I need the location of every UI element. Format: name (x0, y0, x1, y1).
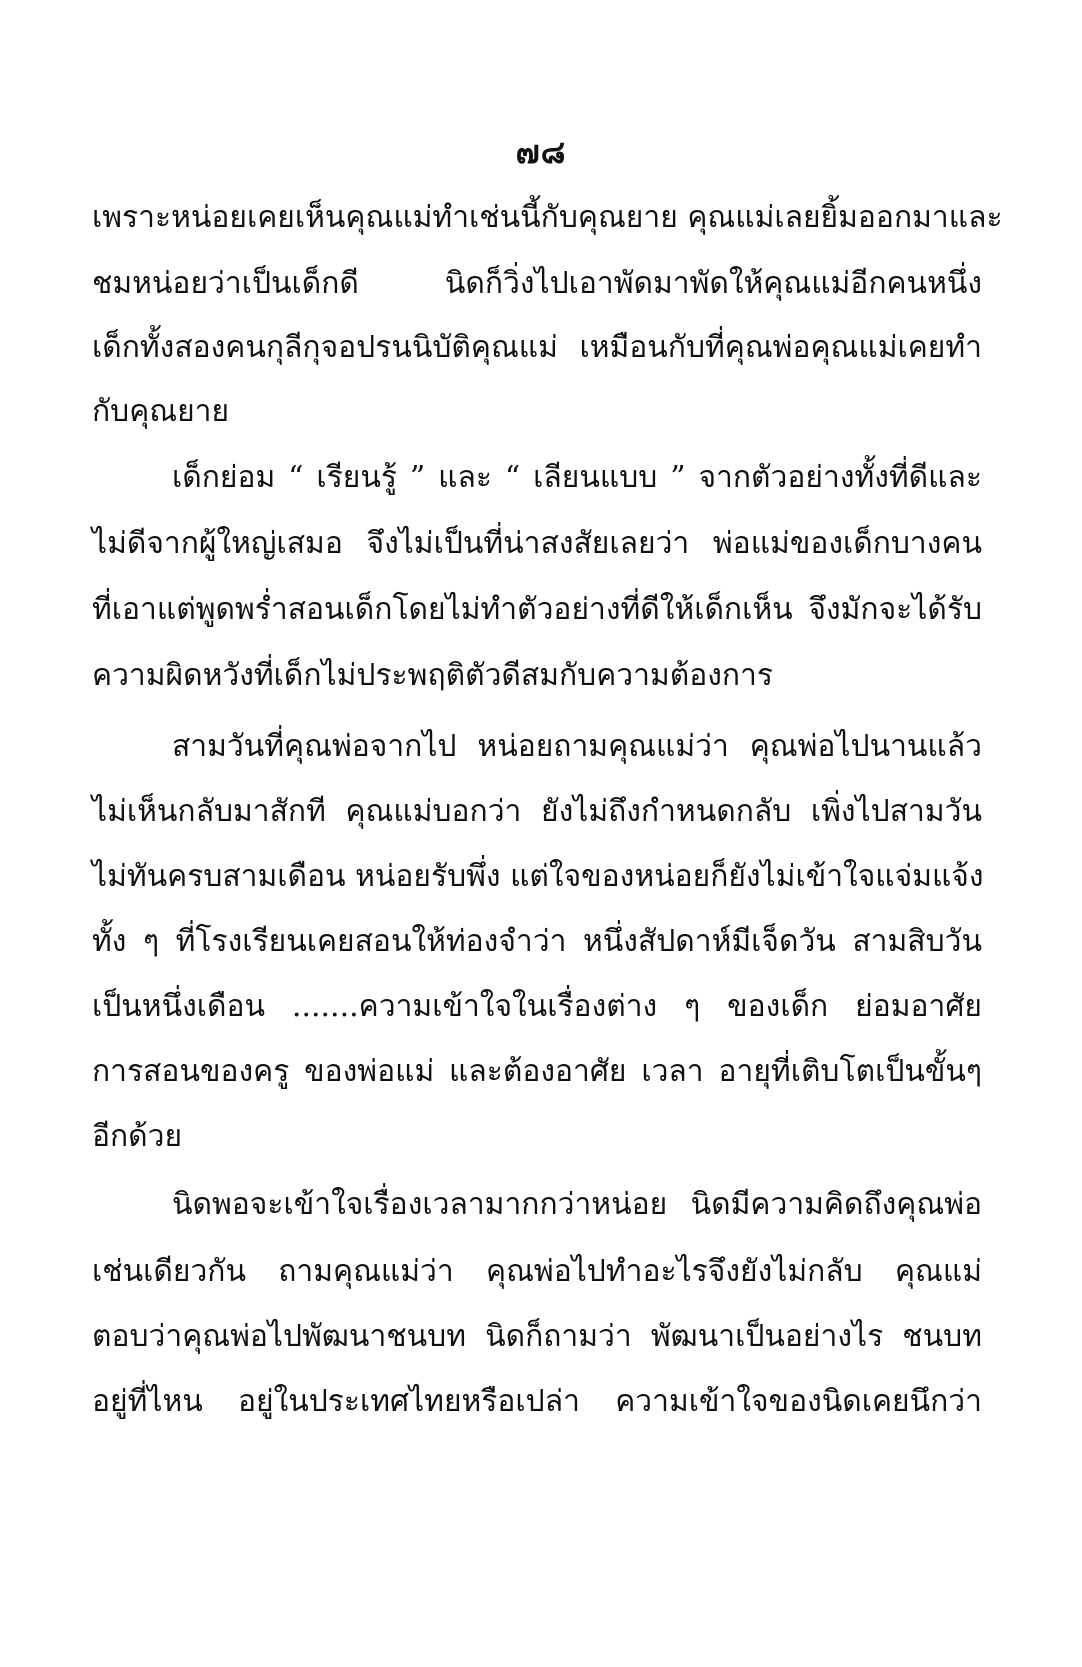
text-line: การสอนของครู ของพ่อแม่ และต้องอาศัย เวลา อายุที่เติบโตเป็นขั้นๆ (92, 1054, 982, 1089)
page-number: ๗๘ (515, 133, 567, 171)
text-line: สามวันที่คุณพ่อจากไป หน่อยถามคุณแม่ว่า คุณพ่อไปนานแล้ว (172, 729, 982, 764)
text-line: ที่เอาแต่พูดพร่ำสอนเด็กโดยไม่ทำตัวอย่างที่ดีให้เด็กเห็น จึงมักจะได้รับ (92, 592, 982, 627)
text-line: เพราะหน่อยเคยเห็นคุณแม่ทำเช่นนี้กับคุณยาย คุณแม่เลยยิ้มออกมาและ (92, 200, 1003, 235)
text-line: อีกด้วย (92, 1119, 183, 1154)
text-line: เป็นหนึ่งเดือน .......ความเข้าใจในเรื่องต่าง ๆ ของเด็ก ย่อมอาศัย (92, 989, 982, 1024)
text-line: เด็กทั้งสองคนกุลีกุจอปรนนิบัติคุณแม่ เหมือนกับที่คุณพ่อคุณแม่เคยทำ (92, 330, 982, 365)
text-line: กับคุณยาย (92, 394, 230, 429)
text-line: อยู่ที่ไหน อยู่ในประเทศไทยหรือเปล่า ความเข้าใจของนิดเคยนึกว่า (92, 1384, 982, 1419)
text-line: ชมหน่อยว่าเป็นเด็กดี นิดก็วิ่งไปเอาพัดมาพัดให้คุณแม่อีกคนหนึ่ง (92, 266, 982, 301)
text-line: ไม่ทันครบสามเดือน หน่อยรับพึ่ง แต่ใจของหน่อยก็ยังไม่เข้าใจแจ่มแจ้ง (92, 859, 984, 894)
text-line: นิดพอจะเข้าใจเรื่องเวลามากกว่าหน่อย นิดมีความคิดถึงคุณพ่อ (172, 1187, 982, 1222)
text-line: ไม่เห็นกลับมาสักที คุณแม่บอกว่า ยังไม่ถึงกำหนดกลับ เพิ่งไปสามวัน (92, 794, 982, 829)
text-line: ความผิดหวังที่เด็กไม่ประพฤติตัวดีสมกับความต้องการ (92, 658, 774, 693)
text-line: เช่นเดียวกัน ถามคุณแม่ว่า คุณพ่อไปทำอะไรจึงยังไม่กลับ คุณแม่ (92, 1254, 982, 1289)
text-line: ทั้ง ๆ ที่โรงเรียนเคยสอนให้ท่องจำว่า หนึ่งสัปดาห์มีเจ็ดวัน สามสิบวัน (92, 924, 982, 959)
text-line: ไม่ดีจากผู้ใหญ่เสมอ จึงไม่เป็นที่น่าสงสัยเลยว่า พ่อแม่ของเด็กบางคน (92, 526, 982, 561)
text-line: ตอบว่าคุณพ่อไปพัฒนาชนบท นิดก็ถามว่า พัฒนาเป็นอย่างไร ชนบท (92, 1319, 982, 1354)
text-line: เด็กย่อม “ เรียนรู้ ” และ “ เลียนแบบ ” จากตัวอย่างทั้งที่ดีและ (172, 460, 982, 495)
